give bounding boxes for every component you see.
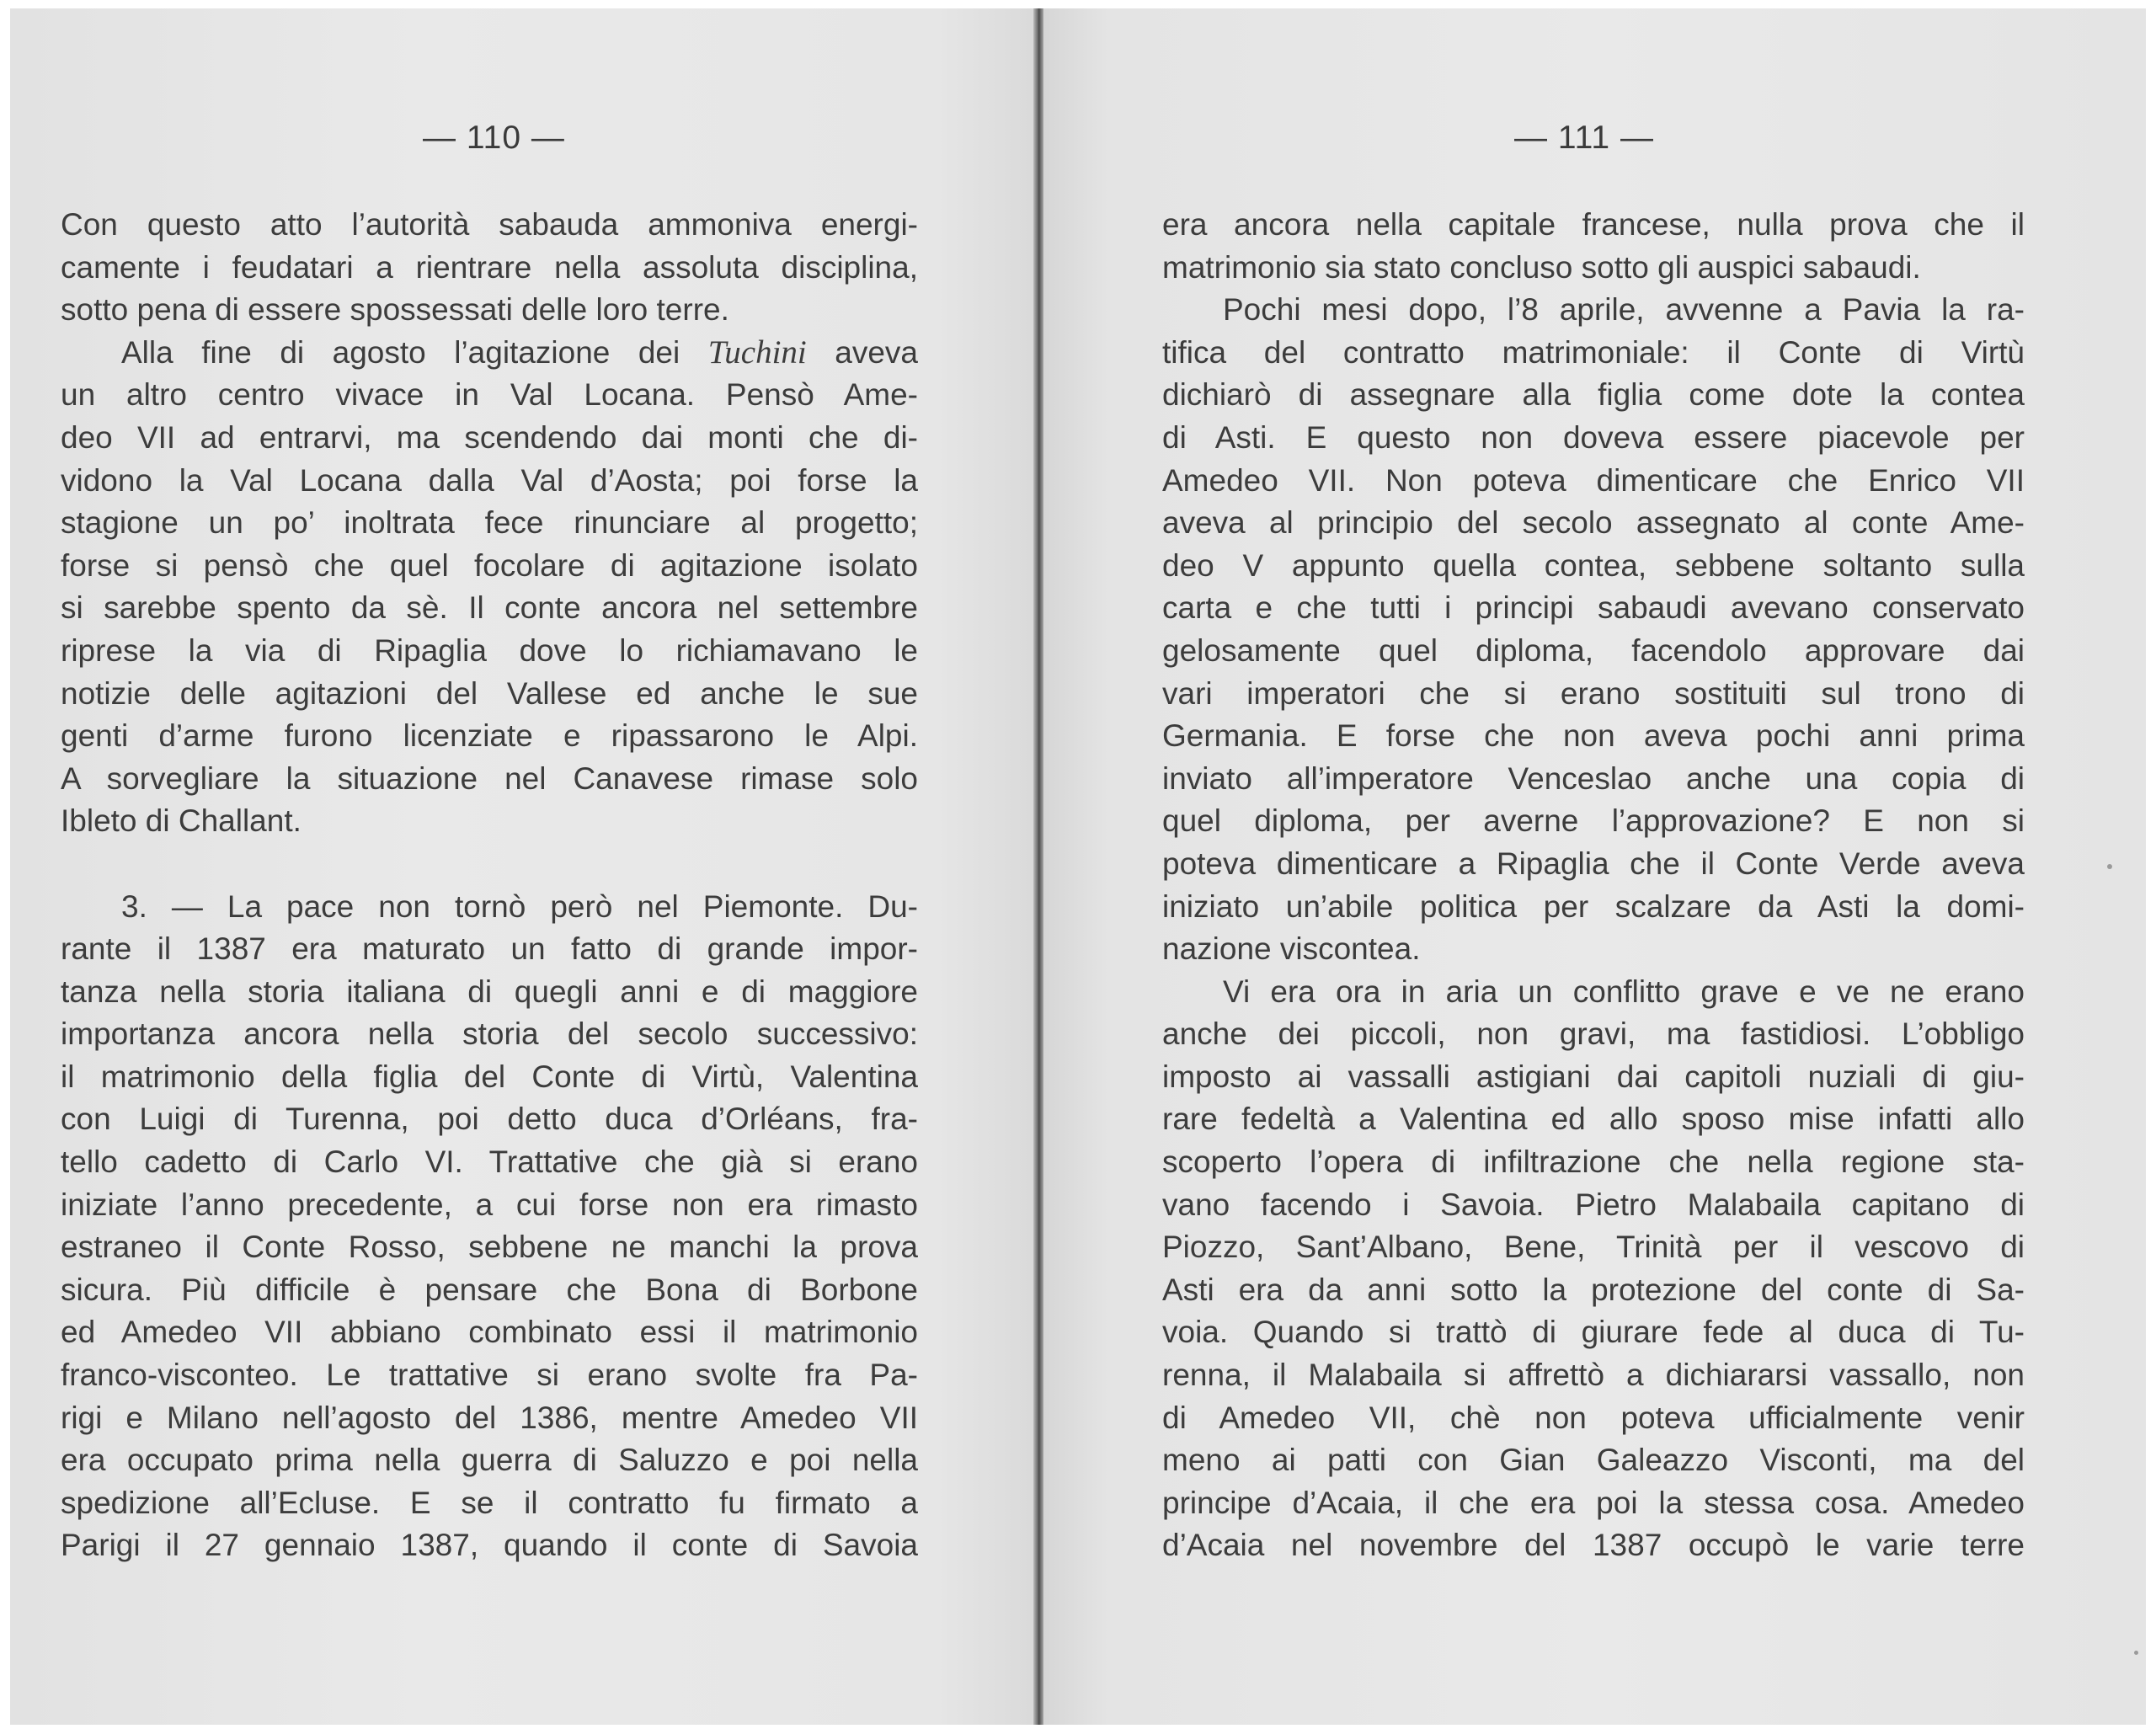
right-text-line: nazione viscontea.	[1162, 931, 1421, 967]
left-text-line: genti d’arme furono licenziate e ripassarono le Alpi.	[61, 718, 918, 754]
left-text-line: Con questo atto l’autorità sabauda ammoniva energi-	[61, 207, 918, 242]
book-gutter	[1033, 8, 1043, 1725]
left-text-line: Parigi il 27 gennaio 1387, quando il conte di Savoia	[61, 1528, 918, 1563]
left-text-line: il matrimonio della figlia del Conte di Virtù, Valentina	[61, 1059, 918, 1094]
left-text-line: camente i feudatari a rientrare nella assoluta disciplina,	[61, 249, 918, 285]
right-text-line: deo V appunto quella contea, sebbene soltanto sulla	[1162, 547, 2025, 583]
right-text-line: meno ai patti con Gian Galeazzo Visconti, ma del	[1162, 1443, 2025, 1478]
right-text-line: carta e che tutti i principi sabaudi avevano conservato	[1162, 590, 2025, 626]
left-text-line: tanza nella storia italiana di quegli anni e di maggiore	[61, 974, 918, 1009]
right-text-line: dichiarò di assegnare alla figlia come dote la contea	[1162, 377, 2025, 413]
right-text-line: vari imperatori che si erano sostituiti sul trono di	[1162, 675, 2025, 711]
paper-speck	[2134, 1651, 2138, 1655]
left-text-line: Ibleto di Challant.	[61, 803, 302, 839]
line-text: Alla fine di agosto l’agitazione dei	[121, 334, 708, 370]
left-text-line: iniziate l’anno precedente, a cui forse non era rimasto	[61, 1187, 918, 1222]
right-text-line: gelosamente quel diploma, facendolo approvare dai	[1162, 632, 2025, 668]
right-text-line: tifica del contratto matrimoniale: il Conte di Virtù	[1162, 334, 2025, 370]
left-text-line: forse si pensò che quel focolare di agitazione isolato	[61, 547, 918, 583]
right-text-line: Pochi mesi dopo, l’8 aprile, avvenne a Pavia la ra-	[1223, 292, 2025, 328]
right-text-line: imposto ai vassalli astigiani dai capitoli nuziali di giu-	[1162, 1059, 2025, 1094]
right-text-line: poteva dimenticare a Ripaglia che il Conte Verde aveva	[1162, 846, 2025, 881]
left-text-line: notizie delle agitazioni del Vallese ed anche le sue	[61, 675, 918, 711]
left-text-line: era occupato prima nella guerra di Saluzzo e poi nella	[61, 1443, 918, 1478]
left-text-line: 3. — La pace non tornò però nel Piemonte. Du-	[121, 888, 918, 924]
right-text-line: d’Acaia nel novembre del 1387 occupò le varie terre	[1162, 1528, 2025, 1563]
right-text-line: rare fedeltà a Valentina ed allo sposo mise infatti allo	[1162, 1102, 2025, 1137]
left-text-line: spedizione all’Ecluse. E se il contratto fu firmato a	[61, 1485, 918, 1520]
right-text-line: aveva al principio del secolo assegnato al conte Ame-	[1162, 505, 2025, 541]
left-text-line: deo VII ad entrarvi, ma scendendo dai monti che di-	[61, 419, 918, 455]
right-text-line: Asti era da anni sotto la protezione del conte di Sa-	[1162, 1272, 2025, 1307]
right-text-line: Germania. E forse che non aveva pochi anni prima	[1162, 718, 2025, 754]
right-page-text	[1162, 204, 2025, 1567]
right-text-line: vano facendo i Savoia. Pietro Malabaila capitano di	[1162, 1187, 2025, 1222]
right-text-line: voia. Quando si trattò di giurare fede al duca di Tu-	[1162, 1315, 2025, 1350]
left-page-text	[61, 204, 918, 1567]
left-text-line: con Luigi di Turenna, poi detto duca d’Orléans, fra-	[61, 1102, 918, 1137]
right-text-line: scoperto l’opera di infiltrazione che nella regione sta-	[1162, 1144, 2025, 1180]
right-text-line: renna, il Malabaila si affrettò a dichiararsi vassallo, non	[1162, 1358, 2025, 1393]
italic-term: Tuchini	[707, 333, 807, 371]
right-text-line: quel diploma, per averne l’approvazione? E non si	[1162, 803, 2025, 839]
left-text-line: sicura. Più difficile è pensare che Bona di Borbone	[61, 1272, 918, 1307]
right-text-line: di Asti. E questo non doveva essere piacevole per	[1162, 419, 2025, 455]
paper-speck	[2107, 864, 2112, 869]
right-text-line: Amedeo VII. Non poteva dimenticare che Enrico VII	[1162, 462, 2025, 498]
left-text-line: importanza ancora nella storia del secolo successivo:	[61, 1016, 918, 1052]
left-text-line: un altro centro vivace in Val Locana. Pensò Ame-	[61, 377, 918, 413]
right-text-line: principe d’Acaia, il che era poi la stessa cosa. Amedeo	[1162, 1485, 2025, 1520]
right-text-line: inviato all’imperatore Venceslao anche una copia di	[1162, 760, 2025, 796]
right-text-line: di Amedeo VII, chè non poteva ufficialmente venir	[1162, 1400, 2025, 1435]
left-text-line: sotto pena di essere spossessati delle loro terre.	[61, 292, 729, 328]
left-text-line: si sarebbe spento da sè. Il conte ancora nel settembre	[61, 590, 918, 626]
left-text-line: stagione un po’ inoltrata fece rinunciare al progetto;	[61, 505, 918, 541]
left-text-line	[61, 332, 918, 375]
left-text-line: riprese la via di Ripaglia dove lo richiamavano le	[61, 632, 918, 668]
right-text-line: matrimonio sia stato concluso sotto gli auspici sabaudi.	[1162, 249, 1921, 285]
book-spread	[10, 8, 2146, 1725]
right-text-line: era ancora nella capitale francese, nulla prova che il	[1162, 207, 2025, 242]
right-text-line: Vi era ora in aria un conflitto grave e ve ne erano	[1223, 974, 2025, 1009]
right-text-line: iniziato un’abile politica per scalzare da Asti la domi-	[1162, 888, 2025, 924]
right-text-line: Piozzo, Sant’Albano, Bene, Trinità per il vescovo di	[1162, 1230, 2025, 1265]
line-text: aveva	[806, 334, 918, 370]
left-text-line: ed Amedeo VII abbiano combinato essi il matrimonio	[61, 1315, 918, 1350]
left-text-line: rigi e Milano nell’agosto del 1386, mentre Amedeo VII	[61, 1400, 918, 1435]
left-text-line: A sorvegliare la situazione nel Canavese rimase solo	[61, 760, 918, 796]
left-text-line: tello cadetto di Carlo VI. Trattative che già si erano	[61, 1144, 918, 1180]
left-text-line: estraneo il Conte Rosso, sebbene ne manchi la prova	[61, 1230, 918, 1265]
page-number-right: — 111 —	[1514, 120, 1654, 156]
right-text-line: anche dei piccoli, non gravi, ma fastidiosi. L’obbligo	[1162, 1016, 2025, 1052]
page-number-left: — 110 —	[423, 120, 565, 156]
left-text-line	[61, 843, 918, 886]
left-text-line: franco-visconteo. Le trattative si erano svolte fra Pa-	[61, 1358, 918, 1393]
left-text-line: rante il 1387 era maturato un fatto di grande impor-	[61, 931, 918, 967]
left-text-line: vidono la Val Locana dalla Val d’Aosta; poi forse la	[61, 462, 918, 498]
